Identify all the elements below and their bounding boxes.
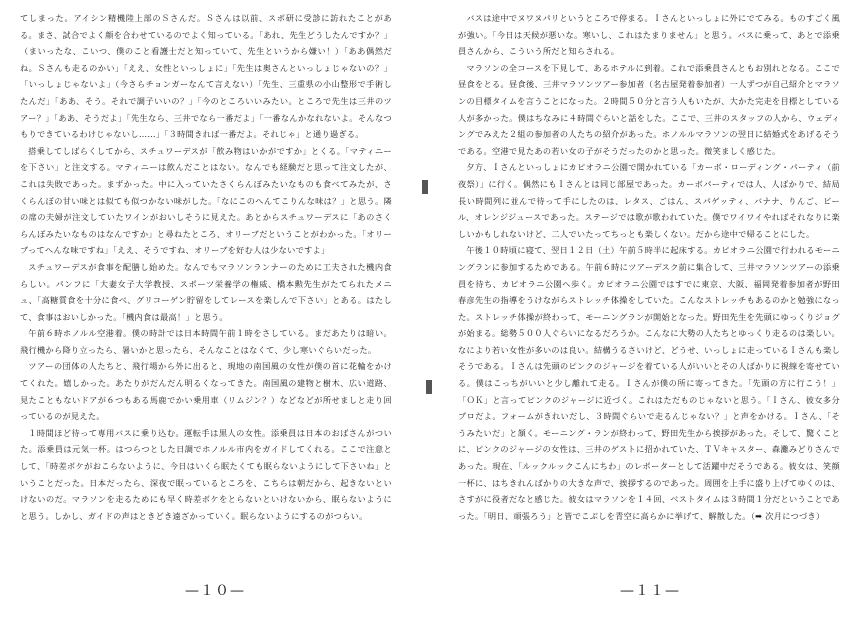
right-page: [458, 10, 840, 524]
left-paragraph-2: 搭乗してしばらくしてから、スチュワーデスが「飲み物はいかがですか」とくる。「マティニーを下さい」と注文する。マティニーは飲んだことはない。なんでも経験だと思って注文したが、これは失敗であった。まずかった。中に入っていたさくらんぼみたいなものも食べてみたが、さくらんぼの甘い味とは似ても似つかない味がした。「なにこのへんてこりんな味は？」と思う。隣の席の夫婦が注文していたワインがおいしそうに見えた。あとからスチュワーデスに「あのさくらんぼみたいなものはなんですか」と尋ねたところ、オリーブだということがわかった。「オリーブってへんな味ですね」「ええ、そうですね、オリーブを好む人は少ないですよ」: [20, 145, 392, 256]
left-paragraph-3: スチュワーデスが食事を配膳し始めた。なんでもマラソンランナーのために工夫された機内食らしい。パンフに「大妻女子大学教授、スポーツ栄養学の権威、橋本勲先生がたてられたメニュ、「高糖質食を十分に食べ、グリコーゲン貯留をしてレースを楽しんで下さい」とある。はたして、食事はおいしかった。「機内食は最高！」と思う。: [20, 261, 392, 322]
binder-hole-mark-bottom: [426, 380, 432, 394]
right-page-number: —１１—: [620, 583, 680, 599]
binder-hole-mark-top: [422, 180, 428, 194]
right-paragraph-4: 午後１０時頃に寝て、翌日１２日（土）午前５時半に起床する。カピオラニ公園で行われるモーニングランに参加するためである。午前６時にツアーデスク前に集合して、三井マラソンツアーの添乗員を待ち、カピオラニ公園へ歩く。カピオラニ公園ではすでに東京、大阪、福岡発着参加者が野田春彦先生の指導をうけながらストレッチ体操をしていた。こんなストレッチもあるのかと勉強になった。ストレッチ体操が終わって、モーニングランが開始となった。野田先生を先頭にゆっくりジョグが始まる。総勢５００人ぐらいになるだろうか。こんなに大勢の人たちとゆっくり走るのは楽しい。なにより若い女性が多いのは良い。結構うるさいけど、どうせ、いっしょに走っているＩさんも楽しそうである。Ｉさんは先頭のピンクのジャージを着ている人がいいとその人ばかりに視線を寄せている。僕はこっちがいいと少し離れて走る。Ｉさんが僕の所に寄ってきた。「先頭の方に行こう！」「ＯＫ」と言ってピンクのジャージに近づく。これはただものじゃないと思う。「Ｉさん、彼女多分プロだよ。フォームがきれいだし、３時間ぐらいで走るんじゃない？」と声をかける。Ｉさん、「そうみたいだ」と頷く。モーニング・ランが終わって、野田先生から挨拶があった。そして、驚くことに、ピンクのジャージの女性は、三井のゲストに招かれていた、ＴＶキャスター、森灘みどりさんであった。現在、「ルックルックこんにちわ」のレポーターとして活躍中だそうである。彼女は、笑顔一杯に、はちきれんばかりの大きな声で、挨拶するのであった。周囲を上手に盛り上げてゆくのは、さすがに役者だなと感じた。彼女はマラソンを１４回、ベストタイムは３時間１分だということであった。「明日、頑張ろう」と皆でこぶしを青空に高らかに挙げて、解散した。（➡ 次月につづき）: [458, 245, 840, 521]
right-paragraph-1: バスは途中でヌワヌパリというところで停まる。Ｉさんといっしょに外にでてみる。ものすごく風が強い。「今日は天候が悪いな。寒いし、これはたまりません」と思う。バスに乗って、あとで添乗員さんから、こういう所だと知らされる。: [458, 13, 840, 57]
left-page-number: —１０—: [185, 583, 245, 599]
left-paragraph-6: １時間ほど待って専用バスに乗り込む。運転手は黒人の女性。添乗員は日本のおばさんがついた。添乗員は元気一杯。はつらつとした日調でホノルル市内をガイドしてくれる。ここで注意として、「時差ボケがおこらないように、今日はいくら眠たくても眠らないようにして下さいね」ということだった。日本だったら、深夜で眠っているところを、こちらは朝だから、起きないといけないのだ。マラソンを走るためにも早く時差ボケをとらないといけないから、眠らないようにと思う。しかし、ガイドの声はときどき遠ざかっていく。眠らないようにするのがつらい。: [20, 427, 392, 521]
left-page: [20, 10, 392, 524]
left-paragraph-4: 午前６時ホノルル空港着。僕の時計では日本時間午前１時をさしている。まだあたりは暗い。飛行機から降り立ったら、暑いかと思ったら、そんなことはなくて、少し寒いぐらいだった。: [20, 328, 392, 355]
left-paragraph-1: てしまった。アイシン精機陸上部のＳさんだ。Ｓさんは以前、スポ研に受診に訪れたことがある。まさ、試合でよく顔を合わせているのでよく知っている。「あれ、先生どうしたんですか？」（まいったな、こいつ、僕のこと看護士だと知っていて、先生というから嫌い！）「ああ偶然だね。Ｓさんも走るのかい」「ええ、女性といっしょに」「先生は奥さんといっしょじゃないの？」「いっしょじゃないよ」（今さらチョンガーなんて言えない）「先生、三重県の小山整形で手術したんだ」「ああ、そう。それで調子いいの？」「今のところいいみたい。ところで先生は三井のツアー？」「ああ、そうだよ」「先生なら、三井でなら一番だよ」「一番なんかなれないよ。そんなつもりできているわけじゃないし……」「３時間きれば一番だよ。それじゃ」と通り過ぎる。: [20, 13, 392, 140]
right-paragraph-3: 夕方、Ｉさんといっしょにカピオラニ公園で開かれている「カーボ・ローディング・パーティ（前夜祭）」に行く。偶然にもＩさんとは同じ部屋であった。カーボパーティでは人、人ばかりで、結局長い時間列に並んで待って手にしたのは、レタス、ごはん、スパゲッティ、バナナ、りんご、ビール、オレンジジュースであった。ステージでは歌が歌われていた。僕でワイワイやればそれなりに楽しいかもしれないけど、二人でいたってちっとも楽しくない。だから途中で帰ることにした。: [458, 162, 840, 239]
right-paragraph-2: マラソンの全コースを下見して、あるホテルに到着。これで添乗員さんともお別れとなる。ここで昼食をとる。昼食後、三井マラソンツアー参加者（名古屋発着参加者）一人ずつが自己紹介とマラソンの目標タイムを言うことになった。２時間５０分と言う人もいたが、大かた完走を目標としている人が多かった。僕はちなみに４時間ぐらいと話をした。ここで、三井のスタッフの人から、ウェディングでみえた２組の参加者の人たちの紹介があった。ホノルルマラソンの翌日に結婚式をあげるそうである。空港で見たあの若い女の子がそうだったのかと思った。微笑ましく感じた。: [458, 62, 840, 156]
left-paragraph-5: ツアーの団体の人たちと、飛行場から外に出ると、現地の南国風の女性が僕の首に花輪をかけてくれた。嬉しかった。あたりがだんだん明るくなってきた。南国風の建物と樹木、広い道路、見たこともないドアが６つもある馬鹿でかい乗用車（リムジン？）などなどが所せましと走り回っているのが見えた。: [20, 361, 392, 422]
